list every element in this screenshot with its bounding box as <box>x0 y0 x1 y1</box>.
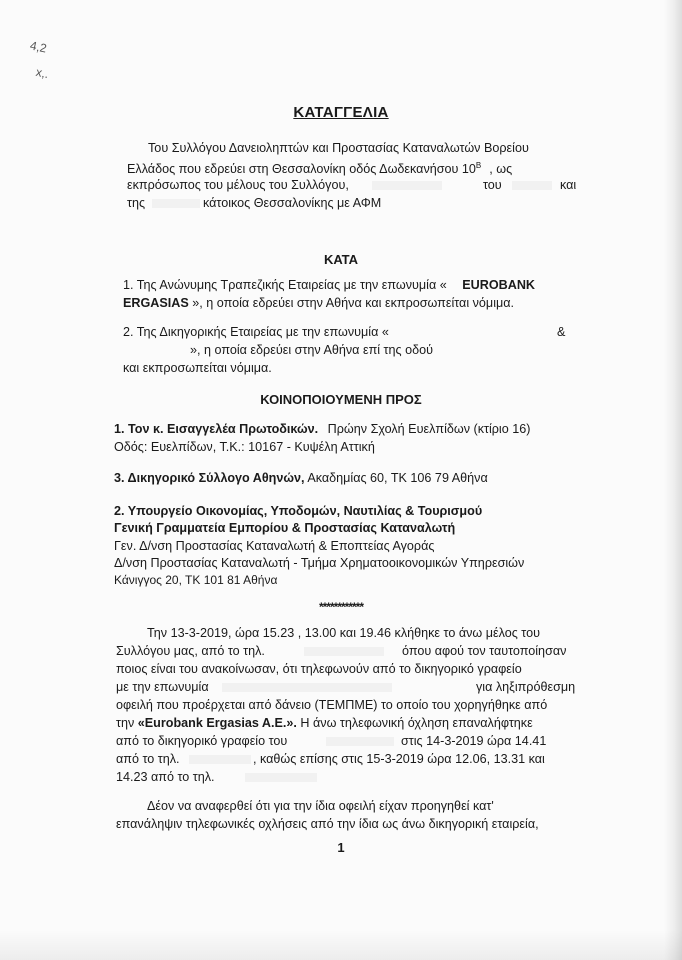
margin-mark: 4,2 <box>28 38 48 56</box>
body-line-4b: για ληξιπρόθεσμη <box>476 680 576 694</box>
intro-line-3: εκπρόσωπος του μέλους του Συλλόγου, <box>127 178 349 192</box>
body-line-2: Συλλόγου μας, από το τηλ. <box>116 644 265 658</box>
notified-2-line-3: Γεν. Δ/νση Προστασίας Καταναλωτή & Εποπτείας Αγοράς <box>114 539 435 553</box>
margin-mark: x,. <box>34 64 50 82</box>
body-line-4: με την επωνυμία <box>116 680 209 694</box>
notified-3 <box>114 470 488 486</box>
intro-text: , ως <box>489 162 513 177</box>
redacted-block <box>304 647 384 656</box>
page-number: 1 <box>337 840 345 855</box>
body-line-2b: όπου αφού τον ταυτοποίησαν <box>402 644 567 658</box>
redacted-block <box>245 773 317 782</box>
against-item-1-line-2 <box>123 295 514 311</box>
bank-name: ERGASIAS <box>123 296 189 310</box>
separator: ************ <box>318 600 364 614</box>
body-line-8b: , καθώς επίσης στις 15-3-2019 ώρα 12.06, 13.31 και <box>253 752 545 766</box>
body-line-7b: στις 14-3-2019 ώρα 14.41 <box>401 734 547 748</box>
against-item-2-amp: & <box>557 325 566 339</box>
body-text: την <box>116 716 135 730</box>
body-text: Η άνω τηλεφωνική όχληση επαναλήφτηκε <box>300 716 533 730</box>
against-item-2-line-2: », η οποία εδρεύει στην Αθήνα επί της οδού <box>190 343 434 357</box>
section-heading-against: ΚΑΤΑ <box>323 252 359 267</box>
against-text: 1. Της Ανώνυμης Τραπεζικής Εταιρείας με την επωνυμία « <box>123 278 447 292</box>
notified-address: Πρώην Σχολή Ευελπίδων (κτίριο 16) <box>327 422 531 436</box>
document-title: ΚΑΤΑΓΓΕΛΙΑ <box>293 104 389 121</box>
body-line-3: ποιος είναι του ανακοίνωσαν, ότι τηλεφωνούν από το δικηγορικό γραφείο <box>116 662 522 676</box>
redacted-block <box>222 683 392 692</box>
notified-recipient: 3. Δικηγορικό Σύλλογο Αθηνών, <box>114 471 305 485</box>
intro-line-4-her: της <box>127 196 146 210</box>
notified-2-line-1: 2. Υπουργείο Οικονομίας, Υποδομών, Ναυτιλίας & Τουρισμού <box>114 504 483 518</box>
notified-address: Ακαδημίας 60, ΤΚ 106 79 Αθήνα <box>307 471 488 485</box>
redacted-block <box>512 181 552 190</box>
scan-shadow-right <box>664 0 682 960</box>
bank-name: EUROBANK <box>462 278 536 292</box>
intro-line-3-and: και <box>560 178 577 192</box>
against-item-1-line-1 <box>123 277 535 293</box>
body-para-2-line-1: Δέον να αναφερθεί ότι για την ίδια οφειλή είχαν προηγηθεί κατ' <box>147 799 494 813</box>
body-line-9: 14.23 από το τηλ. <box>116 770 215 784</box>
against-text: », η οποία εδρεύει στην Αθήνα και εκπροσωπείται νόμιμα. <box>192 296 515 310</box>
notified-2-line-4: Δ/νση Προστασίας Καταναλωτή - Τμήμα Χρηματοοικονομικών Υπηρεσιών <box>114 556 525 570</box>
notified-1-line-2: Οδός: Ευελπίδων, Τ.Κ.: 10167 - Κυψέλη Αττική <box>114 440 375 454</box>
intro-text: Ελλάδος που εδρεύει στη Θεσσαλονίκη οδός Δωδεκανήσου 10 <box>127 162 476 177</box>
redacted-block <box>189 755 251 764</box>
redacted-block <box>372 181 442 190</box>
notified-2-line-2: Γενική Γραμματεία Εμπορίου & Προστασίας Καταναλωτή <box>114 521 456 535</box>
redacted-block <box>326 737 394 746</box>
notified-1-line-1 <box>114 421 530 437</box>
intro-line-1: Του Συλλόγου Δανειοληπτών και Προστασίας Καταναλωτών Βορείου <box>148 141 529 155</box>
against-item-2-line-1: 2. Της Δικηγορικής Εταιρείας με την επωνυμία « <box>123 325 389 339</box>
bank-name: «Eurobank Ergasias A.E.». <box>137 716 297 730</box>
body-line-6 <box>116 715 533 731</box>
section-heading-notified: ΚΟΙΝΟΠΟΙΟΥΜΕΝΗ ΠΡΟΣ <box>260 392 422 407</box>
superscript: Β <box>475 161 482 170</box>
scan-shadow-bottom <box>0 930 682 960</box>
against-item-2-line-3: και εκπροσωπείται νόμιμα. <box>123 361 272 375</box>
intro-line-3-of: του <box>483 178 502 192</box>
body-line-8: από το τηλ. <box>116 752 180 766</box>
intro-line-4: κάτοικος Θεσσαλονίκης με ΑΦΜ <box>203 196 382 210</box>
body-line-7: από το δικηγορικό γραφείο του <box>116 734 288 748</box>
body-para-2-line-2: επανάληψιν τηλεφωνικές οχλήσεις από την ίδια ως άνω δικηγορική εταιρεία, <box>116 817 539 831</box>
body-line-1: Την 13-3-2019, ώρα 15.23 , 13.00 και 19.46 κλήθηκε το άνω μέλος του <box>147 626 540 640</box>
body-line-5: οφειλή που προέρχεται από δάνειο (ΤΕΜΠΜΕ) το οποίο του χορηγήθηκε από <box>116 698 548 712</box>
intro-line-2 <box>127 158 512 177</box>
notified-recipient: 1. Τον κ. Εισαγγελέα Πρωτοδικών. <box>114 422 319 436</box>
notified-2-line-5: Κάνιγγος 20, ΤΚ 101 81 Αθήνα <box>114 573 278 587</box>
redacted-block <box>152 199 200 208</box>
